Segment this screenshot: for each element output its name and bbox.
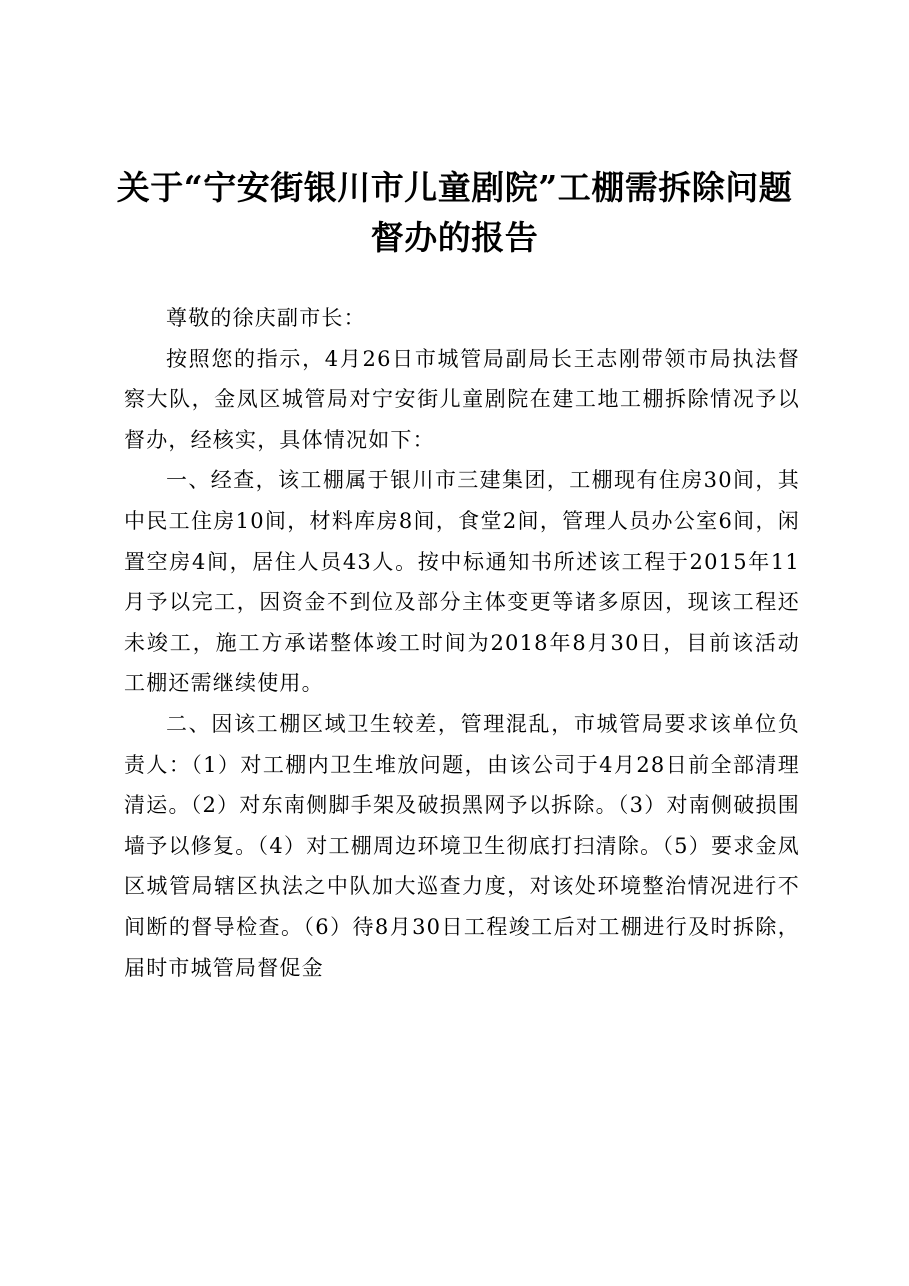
intro-paragraph: 按照您的指示，4月26日市城管局副局长王志刚带领市局执法督察大队，金凤区城管局对宁安街儿童剧院在建工地工棚拆除情况予以督办，经核实，具体情况如下： — [124, 346, 800, 452]
document-title: 关于“宁安街银川市儿童剧院”工棚需拆除问题督办的报告 — [116, 168, 793, 257]
findings-paragraph: 一、经查，该工棚属于银川市三建集团，工棚现有住房30间，其中民工住房10间，材料库房8间，食堂2间，管理人员办公室6间，闲置空房4间，居住人员43人。按中标通知书所述该工程于2015年11月予以完工，因资金不到位及部分主体变更等诸多原因，现该工程还未竣工，施工方承诺整体竣工时间为2018年8月30日，目前该活动工棚还需继续使用。 — [124, 468, 800, 696]
document-body — [124, 298, 800, 988]
salutation: 尊敬的徐庆副市长： — [166, 306, 366, 330]
requirements-paragraph: 二、因该工棚区域卫生较差，管理混乱，市城管局要求该单位负责人：（1）对工棚内卫生堆放问题，由该公司于4月28日前全部清理清运。（2）对东南侧脚手架及破损黑网予以拆除。（3）对南侧破损围墙予以修复。（4）对工棚周边环境卫生彻底打扫清除。（5）要求金凤区城管局辖区执法之中队加大巡查力度，对该处环境整治情况进行不间断的督导检查。（6）待8月30日工程竣工后对工棚进行及时拆除，届时市城管局督促金 — [124, 711, 800, 980]
